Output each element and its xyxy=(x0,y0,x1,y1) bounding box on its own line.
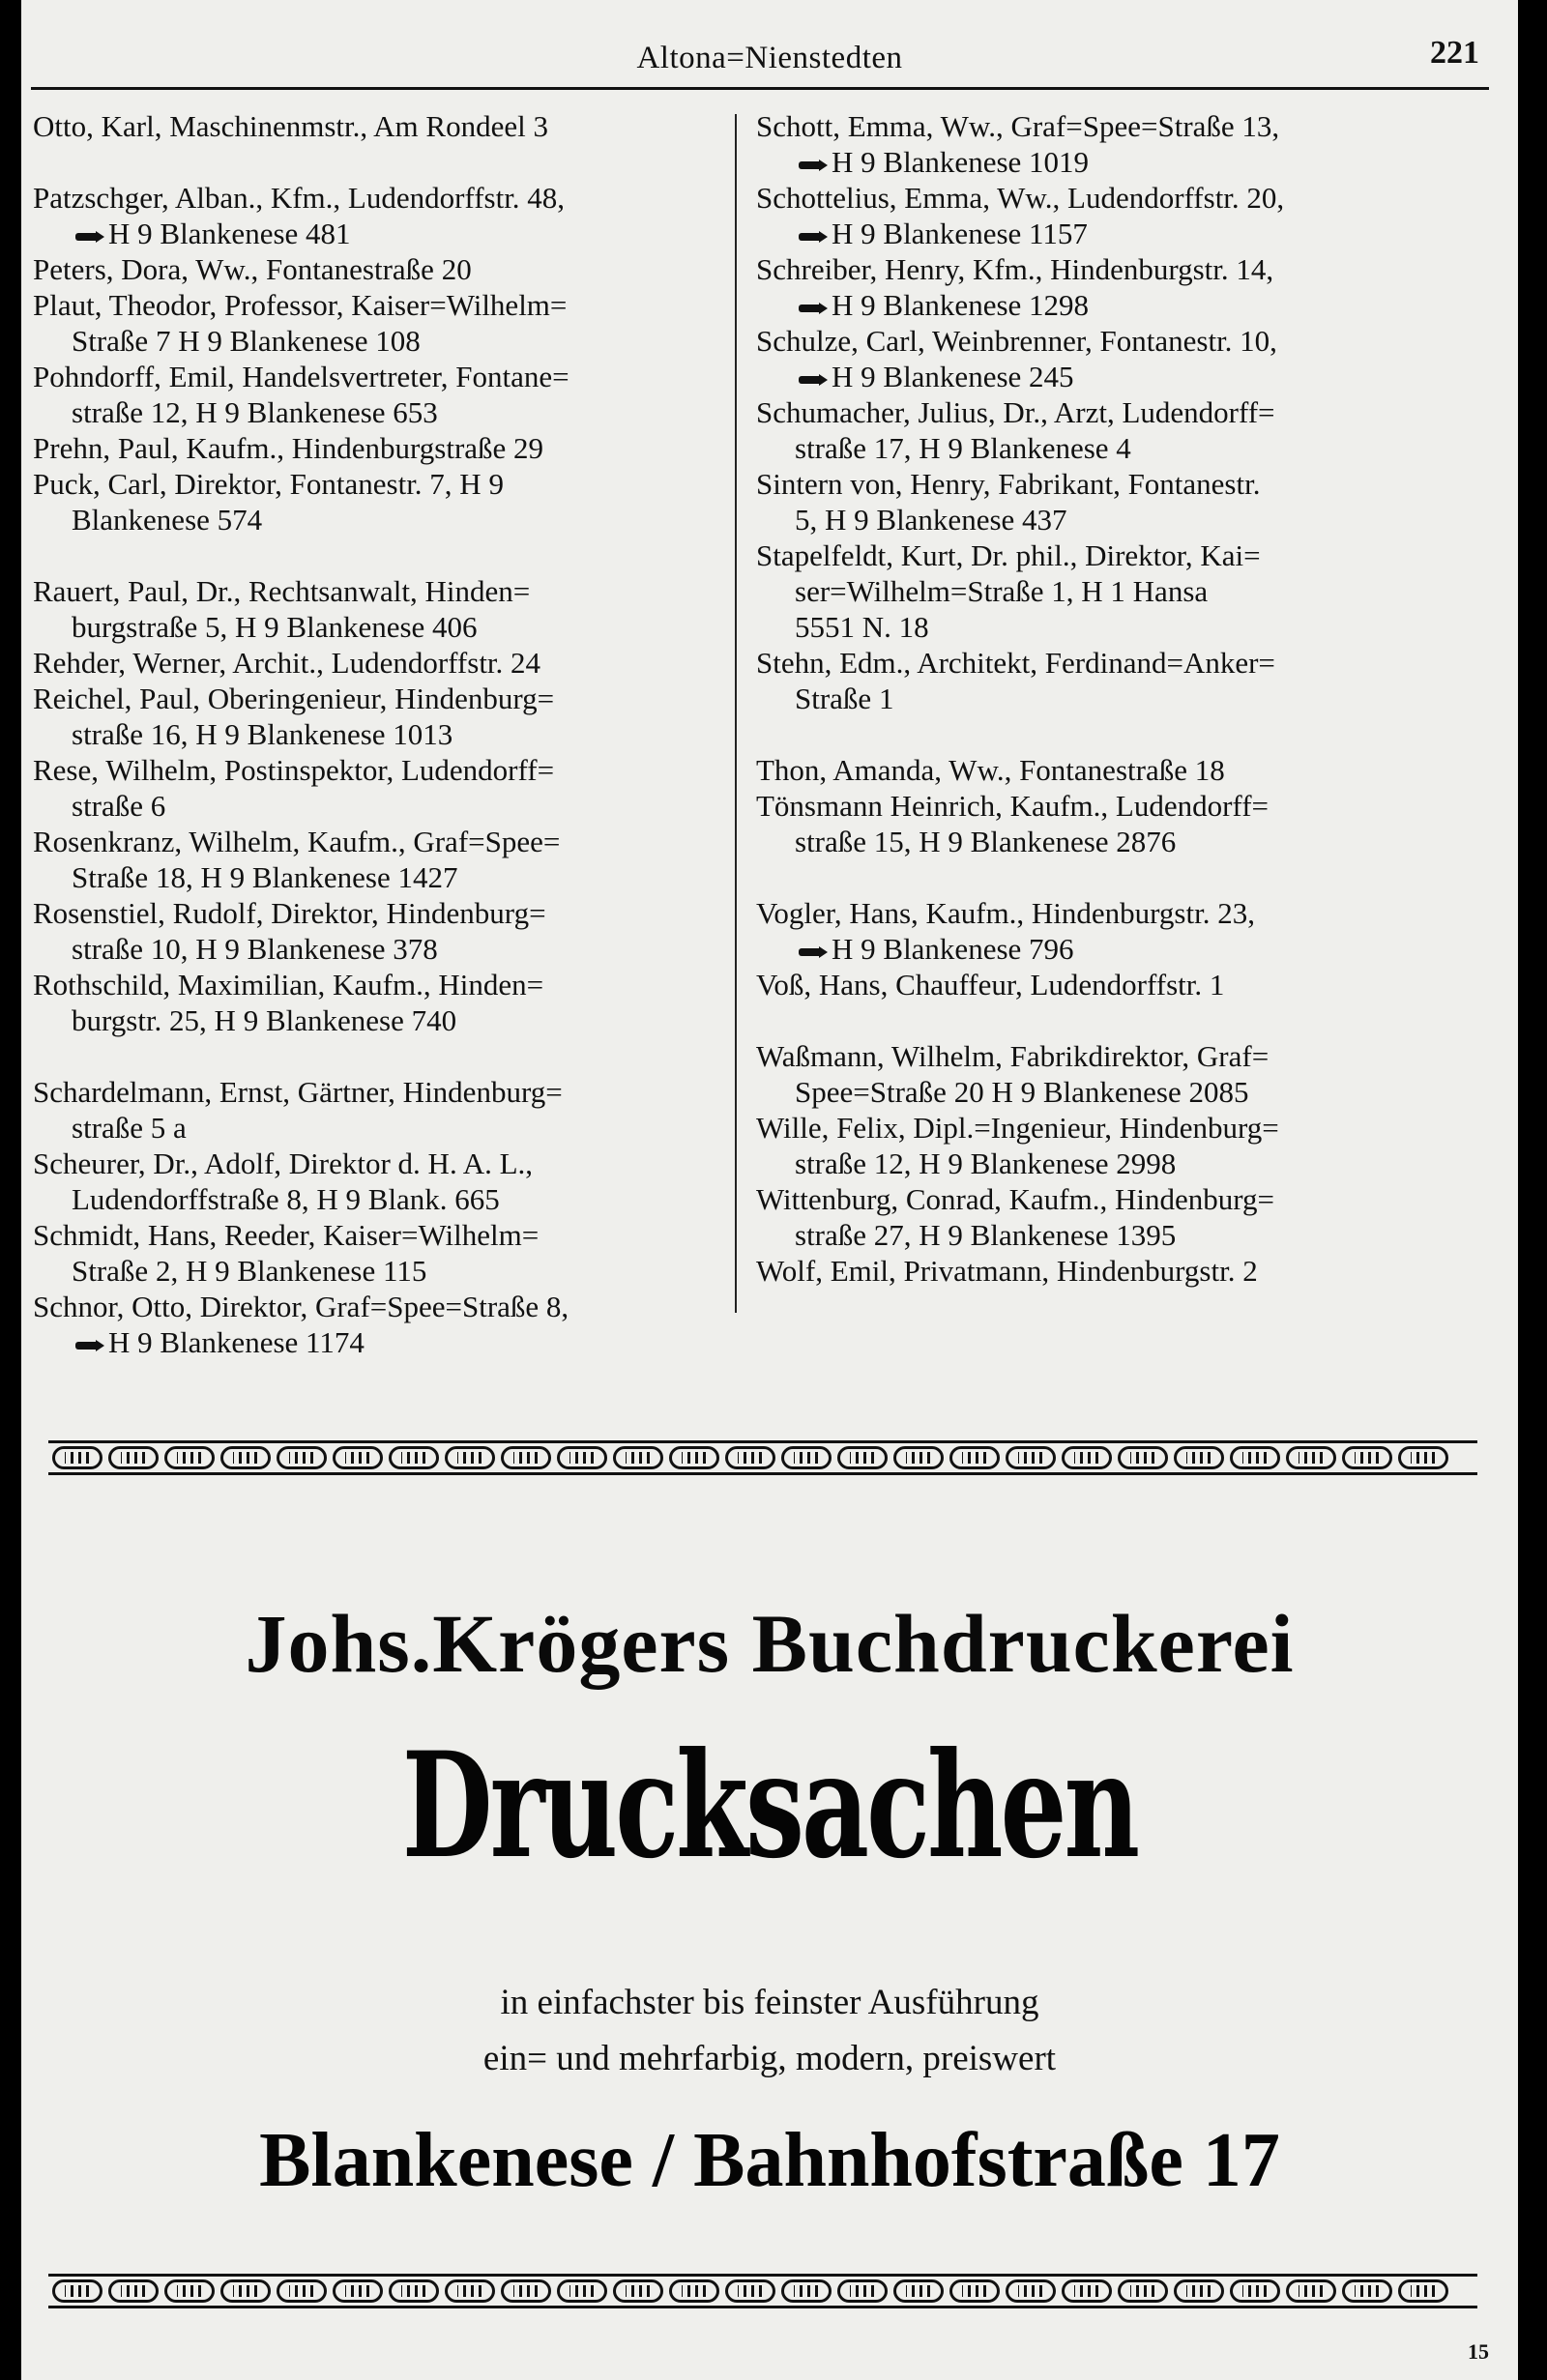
entry-line: Schardelmann, Ernst, Gärtner, Hindenburg= xyxy=(33,1075,563,1109)
page-header xyxy=(21,29,1518,87)
entry-line: Schott, Emma, Ww., Graf=Spee=Straße 13, xyxy=(756,109,1280,143)
telephone-icon xyxy=(75,1340,104,1351)
entry-line: straße 27, H 9 Blankenese 1395 xyxy=(795,1218,1177,1252)
entry-line: Rothschild, Maximilian, Kaufm., Hinden= xyxy=(33,968,544,1001)
entry-line: Schmidt, Hans, Reeder, Kaiser=Wilhelm= xyxy=(33,1218,540,1252)
border-ornament xyxy=(1062,2279,1112,2303)
border-ornament xyxy=(164,2279,215,2303)
border-ornament xyxy=(1174,1446,1224,1469)
entry-line: Stehn, Edm., Architekt, Ferdinand=Anker= xyxy=(756,646,1275,680)
ornamental-border-top xyxy=(48,1440,1477,1475)
entry-line: 5, H 9 Blankenese 437 xyxy=(795,503,1067,537)
directory-entry xyxy=(33,1217,729,1289)
border-ornament xyxy=(725,2279,775,2303)
entry-line: straße 17, H 9 Blankenese 4 xyxy=(795,431,1131,465)
entry-line: straße 12, H 9 Blankenese 2998 xyxy=(795,1146,1177,1180)
ornamental-border-bottom xyxy=(48,2274,1477,2308)
directory-entry xyxy=(33,1146,729,1217)
entry-line: Stapelfeldt, Kurt, Dr. phil., Direktor, Kai= xyxy=(756,538,1261,572)
entry-line: Prehn, Paul, Kaufm., Hindenburgstraße 29 xyxy=(33,431,544,465)
ad-company-name: Johs.Krögers Buchdruckerei xyxy=(245,1597,1295,1690)
entry-continuation xyxy=(756,931,1491,967)
entry-line: H 9 Blankenese 481 xyxy=(108,217,351,250)
directory-entry xyxy=(756,537,1491,645)
entry-continuation xyxy=(756,1146,1491,1181)
header-rule xyxy=(31,87,1489,90)
entry-line: Puck, Carl, Direktor, Fontanestr. 7, H 9 xyxy=(33,467,504,501)
border-ornament xyxy=(1006,2279,1056,2303)
entry-continuation xyxy=(756,502,1491,537)
telephone-icon xyxy=(75,231,104,243)
directory-entry xyxy=(756,251,1491,323)
entry-line: Wille, Felix, Dipl.=Ingenieur, Hindenburg= xyxy=(756,1111,1279,1145)
signature-number: 15 xyxy=(1468,2339,1489,2364)
ad-address: Blankenese / Bahnhofstraße 17 xyxy=(259,2118,1280,2203)
directory-entry xyxy=(33,752,729,824)
right-column xyxy=(756,108,1491,1289)
directory-entry xyxy=(756,466,1491,537)
entry-line: Schreiber, Henry, Kfm., Hindenburgstr. 14, xyxy=(756,252,1274,286)
border-ornament xyxy=(893,2279,944,2303)
border-ornament xyxy=(501,1446,551,1469)
entry-continuation xyxy=(33,502,729,537)
ad-tagline-1: in einfachster bis feinster Ausführung xyxy=(500,1983,1039,2022)
entry-continuation xyxy=(33,788,729,824)
entry-line: Spee=Straße 20 H 9 Blankenese 2085 xyxy=(795,1075,1249,1109)
entry-continuation xyxy=(756,144,1491,180)
border-ornament xyxy=(613,1446,663,1469)
entry-continuation xyxy=(33,1181,729,1217)
directory-entry xyxy=(33,645,729,681)
running-head: Altona=Nienstedten xyxy=(636,41,903,75)
border-ornament xyxy=(52,2279,102,2303)
border-ornament xyxy=(445,2279,495,2303)
entry-line: Plaut, Theodor, Professor, Kaiser=Wilhelm= xyxy=(33,288,568,322)
border-ornament xyxy=(277,1446,327,1469)
entry-line: Rosenstiel, Rudolf, Direktor, Hindenburg= xyxy=(33,896,546,930)
directory-entry xyxy=(756,108,1491,180)
entry-continuation xyxy=(756,824,1491,859)
directory-entry xyxy=(33,681,729,752)
border-ornament xyxy=(949,2279,1000,2303)
border-ornament xyxy=(1006,1446,1056,1469)
directory-entry xyxy=(33,430,729,466)
entry-line: Straße 7 H 9 Blankenese 108 xyxy=(72,324,421,358)
entry-line: Patzschger, Alban., Kfm., Ludendorffstr. 48, xyxy=(33,181,566,215)
entry-line: straße 10, H 9 Blankenese 378 xyxy=(72,932,438,966)
entry-continuation xyxy=(33,1253,729,1289)
border-ornament xyxy=(557,1446,607,1469)
directory-entry xyxy=(756,180,1491,251)
entry-line: 5551 N. 18 xyxy=(795,610,929,644)
directory-entry xyxy=(33,824,729,895)
entry-line: Voß, Hans, Chauffeur, Ludendorffstr. 1 xyxy=(756,968,1225,1001)
directory-entry xyxy=(33,573,729,645)
border-ornament xyxy=(613,2279,663,2303)
border-ornament xyxy=(837,1446,888,1469)
entry-line: Peters, Dora, Ww., Fontanestraße 20 xyxy=(33,252,472,286)
border-ornament xyxy=(1398,1446,1448,1469)
directory-entry xyxy=(756,1253,1491,1289)
entry-line: straße 15, H 9 Blankenese 2876 xyxy=(795,825,1177,858)
entry-continuation xyxy=(33,716,729,752)
border-ornament xyxy=(1118,1446,1168,1469)
entry-line: H 9 Blankenese 1157 xyxy=(832,217,1088,250)
directory-entry xyxy=(33,895,729,967)
directory-entry xyxy=(33,180,729,251)
entry-line: Rosenkranz, Wilhelm, Kaufm., Graf=Spee= xyxy=(33,825,561,858)
border-ornament xyxy=(1230,2279,1280,2303)
entry-line: Rehder, Werner, Archit., Ludendorffstr. 24 xyxy=(33,646,541,680)
entry-line: Rese, Wilhelm, Postinspektor, Ludendorff= xyxy=(33,753,555,787)
border-ornament xyxy=(781,1446,832,1469)
border-ornament xyxy=(164,1446,215,1469)
border-ornament xyxy=(893,1446,944,1469)
entry-line: Schottelius, Emma, Ww., Ludendorffstr. 20, xyxy=(756,181,1285,215)
entry-continuation xyxy=(33,859,729,895)
telephone-icon xyxy=(799,231,828,243)
directory-entry xyxy=(756,895,1491,967)
border-ornament xyxy=(333,1446,383,1469)
entry-line: H 9 Blankenese 245 xyxy=(832,360,1074,393)
directory-entry xyxy=(33,251,729,287)
entry-line: straße 6 xyxy=(72,789,166,823)
border-ornament xyxy=(557,2279,607,2303)
border-ornament xyxy=(220,1446,271,1469)
entry-continuation xyxy=(756,359,1491,394)
entry-line: Reichel, Paul, Oberingenieur, Hindenburg= xyxy=(33,682,555,715)
ad-headline: Drucksachen xyxy=(401,1721,1138,1891)
entry-line: Schnor, Otto, Direktor, Graf=Spee=Straße 8, xyxy=(33,1290,569,1323)
entry-continuation xyxy=(33,1002,729,1038)
border-ornament xyxy=(220,2279,271,2303)
border-ornament xyxy=(1118,2279,1168,2303)
directory-entry xyxy=(33,108,729,144)
entry-continuation xyxy=(756,609,1491,645)
entry-line: straße 16, H 9 Blankenese 1013 xyxy=(72,717,453,751)
border-ornament xyxy=(1174,2279,1224,2303)
ad-tagline-2: ein= und mehrfarbig, modern, preiswert xyxy=(482,2039,1057,2078)
entry-line: straße 5 a xyxy=(72,1111,187,1145)
entry-line: Pohndorff, Emil, Handelsvertreter, Fontane= xyxy=(33,360,569,393)
border-ornament xyxy=(669,1446,719,1469)
entry-line: Thon, Amanda, Ww., Fontanestraße 18 xyxy=(756,753,1225,787)
entry-line: Schumacher, Julius, Dr., Arzt, Ludendorff= xyxy=(756,395,1275,429)
entry-line: Schulze, Carl, Weinbrenner, Fontanestr. 10, xyxy=(756,324,1277,358)
entry-line: Waßmann, Wilhelm, Fabrikdirektor, Graf= xyxy=(756,1039,1270,1073)
directory-entry xyxy=(33,967,729,1038)
entry-line: Rauert, Paul, Dr., Rechtsanwalt, Hinden= xyxy=(33,574,531,608)
entry-line: H 9 Blankenese 796 xyxy=(832,932,1074,966)
entry-line: burgstraße 5, H 9 Blankenese 406 xyxy=(72,610,478,644)
entry-line: Tönsmann Heinrich, Kaufm., Ludendorff= xyxy=(756,789,1269,823)
directory-entry xyxy=(756,323,1491,394)
directory-entry xyxy=(756,1110,1491,1181)
directory-entry xyxy=(756,394,1491,466)
entry-continuation xyxy=(756,1074,1491,1110)
entry-line: Straße 2, H 9 Blankenese 115 xyxy=(72,1254,427,1288)
border-ornament xyxy=(669,2279,719,2303)
border-ornament xyxy=(949,1446,1000,1469)
entry-continuation xyxy=(756,287,1491,323)
entry-line: straße 12, H 9 Blankenese 653 xyxy=(72,395,438,429)
border-ornament xyxy=(1062,1446,1112,1469)
border-ornament xyxy=(1286,2279,1336,2303)
border-ornament xyxy=(108,1446,159,1469)
telephone-icon xyxy=(799,374,828,386)
entry-line: Ludendorffstraße 8, H 9 Blank. 665 xyxy=(72,1182,500,1216)
entry-continuation xyxy=(756,430,1491,466)
left-column xyxy=(33,108,729,1360)
column-divider xyxy=(735,114,737,1313)
entry-continuation xyxy=(756,573,1491,609)
entry-continuation xyxy=(33,1324,729,1360)
entry-line: H 9 Blankenese 1174 xyxy=(108,1325,365,1359)
directory-entry xyxy=(756,967,1491,1002)
entry-line: Straße 18, H 9 Blankenese 1427 xyxy=(72,860,458,894)
telephone-icon xyxy=(799,160,828,171)
border-ornament xyxy=(1342,1446,1392,1469)
border-ornament xyxy=(1230,1446,1280,1469)
entry-line: Wittenburg, Conrad, Kaufm., Hindenburg= xyxy=(756,1182,1274,1216)
border-ornament xyxy=(501,2279,551,2303)
telephone-icon xyxy=(799,946,828,958)
telephone-icon xyxy=(799,303,828,314)
entry-line: Vogler, Hans, Kaufm., Hindenburgstr. 23, xyxy=(756,896,1255,930)
border-ornament xyxy=(1286,1446,1336,1469)
entry-line: Scheurer, Dr., Adolf, Direktor d. H. A. L., xyxy=(33,1146,534,1180)
entry-line: Wolf, Emil, Privatmann, Hindenburgstr. 2 xyxy=(756,1254,1258,1288)
border-ornament xyxy=(725,1446,775,1469)
directory-entry xyxy=(33,466,729,537)
entry-line: H 9 Blankenese 1298 xyxy=(832,288,1090,322)
entry-continuation xyxy=(756,681,1491,716)
directory-entry xyxy=(756,788,1491,859)
directory-entry xyxy=(756,1038,1491,1110)
entry-line: Straße 1 xyxy=(795,682,894,715)
entry-continuation xyxy=(33,609,729,645)
directory-entry xyxy=(756,1181,1491,1253)
printer-advertisement xyxy=(21,1479,1518,2272)
entry-line: ser=Wilhelm=Straße 1, H 1 Hansa xyxy=(795,574,1209,608)
directory-columns xyxy=(21,108,1518,1359)
directory-entry xyxy=(756,752,1491,788)
border-ornament xyxy=(837,2279,888,2303)
entry-continuation xyxy=(756,216,1491,251)
directory-entry xyxy=(756,645,1491,716)
entry-continuation xyxy=(33,216,729,251)
entry-line: Blankenese 574 xyxy=(72,503,263,537)
entry-continuation xyxy=(756,1217,1491,1253)
directory-page xyxy=(21,0,1518,2380)
entry-line: Sintern von, Henry, Fabrikant, Fontanestr. xyxy=(756,467,1261,501)
entry-line: Otto, Karl, Maschinenmstr., Am Rondeel 3 xyxy=(33,109,548,143)
directory-entry xyxy=(33,1074,729,1146)
entry-line: burgstr. 25, H 9 Blankenese 740 xyxy=(72,1003,457,1037)
border-ornament xyxy=(1342,2279,1392,2303)
border-ornament xyxy=(277,2279,327,2303)
directory-entry xyxy=(33,359,729,430)
border-ornament xyxy=(52,1446,102,1469)
border-ornament xyxy=(445,1446,495,1469)
directory-entry xyxy=(33,1289,729,1360)
border-ornament xyxy=(1398,2279,1448,2303)
border-ornament xyxy=(333,2279,383,2303)
directory-entry xyxy=(33,287,729,359)
border-ornament xyxy=(108,2279,159,2303)
entry-continuation xyxy=(33,323,729,359)
entry-continuation xyxy=(33,1110,729,1146)
entry-line: H 9 Blankenese 1019 xyxy=(832,145,1090,179)
entry-continuation xyxy=(33,931,729,967)
border-ornament xyxy=(389,2279,439,2303)
border-ornament xyxy=(781,2279,832,2303)
entry-continuation xyxy=(33,394,729,430)
border-ornament xyxy=(389,1446,439,1469)
page-number: 221 xyxy=(1430,35,1479,71)
